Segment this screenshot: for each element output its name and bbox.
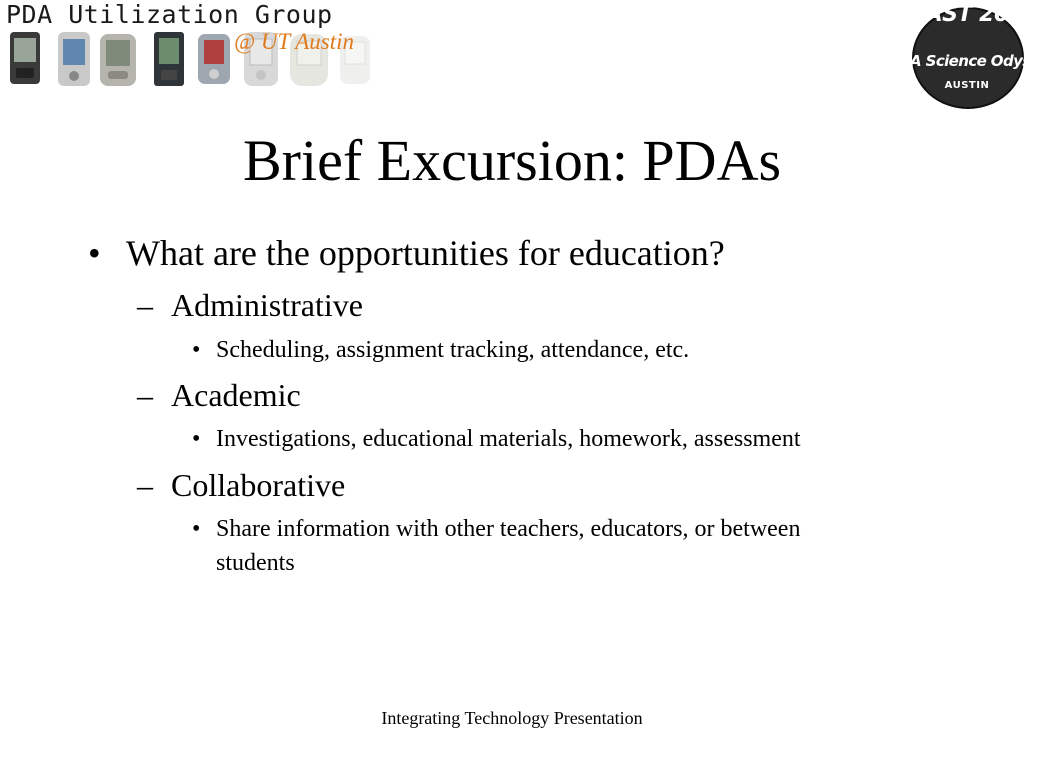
slide-title: Brief Excursion: PDAs bbox=[242, 128, 782, 193]
bullet-marker: • bbox=[192, 426, 201, 452]
bullet-level3-line1: Share information with other teachers, educators, or between bbox=[216, 516, 801, 542]
bullet-marker: • bbox=[192, 516, 201, 542]
bullet-marker: • bbox=[192, 337, 201, 363]
banner-title: PDA Utilization Group bbox=[6, 0, 333, 29]
logo-line-1: CAST 2001 bbox=[910, 2, 1039, 27]
logo-line-2: A Science Odyssey bbox=[910, 52, 1058, 70]
header-banner bbox=[0, 0, 384, 92]
bullet-level2: Collaborative bbox=[171, 467, 346, 503]
bullet-level1: What are the opportunities for education? bbox=[126, 233, 725, 273]
bullet-marker: • bbox=[88, 233, 101, 273]
slide-footer: Integrating Technology Presentation bbox=[381, 708, 643, 728]
dash-marker: – bbox=[137, 467, 153, 503]
dash-marker: – bbox=[137, 287, 153, 323]
bullet-level2: Administrative bbox=[171, 287, 363, 323]
dash-marker: – bbox=[137, 377, 153, 413]
logo-line-3: AUSTIN bbox=[944, 80, 990, 91]
banner-subtitle: @ UT Austin bbox=[234, 29, 355, 54]
bullet-level3-line2: students bbox=[216, 550, 295, 576]
bullet-level3: Investigations, educational materials, homework, assessment bbox=[216, 426, 801, 452]
bullet-level2: Academic bbox=[171, 377, 301, 413]
cast-2001-logo bbox=[910, 0, 1058, 110]
bullet-level3: Scheduling, assignment tracking, attendance, etc. bbox=[216, 337, 690, 363]
